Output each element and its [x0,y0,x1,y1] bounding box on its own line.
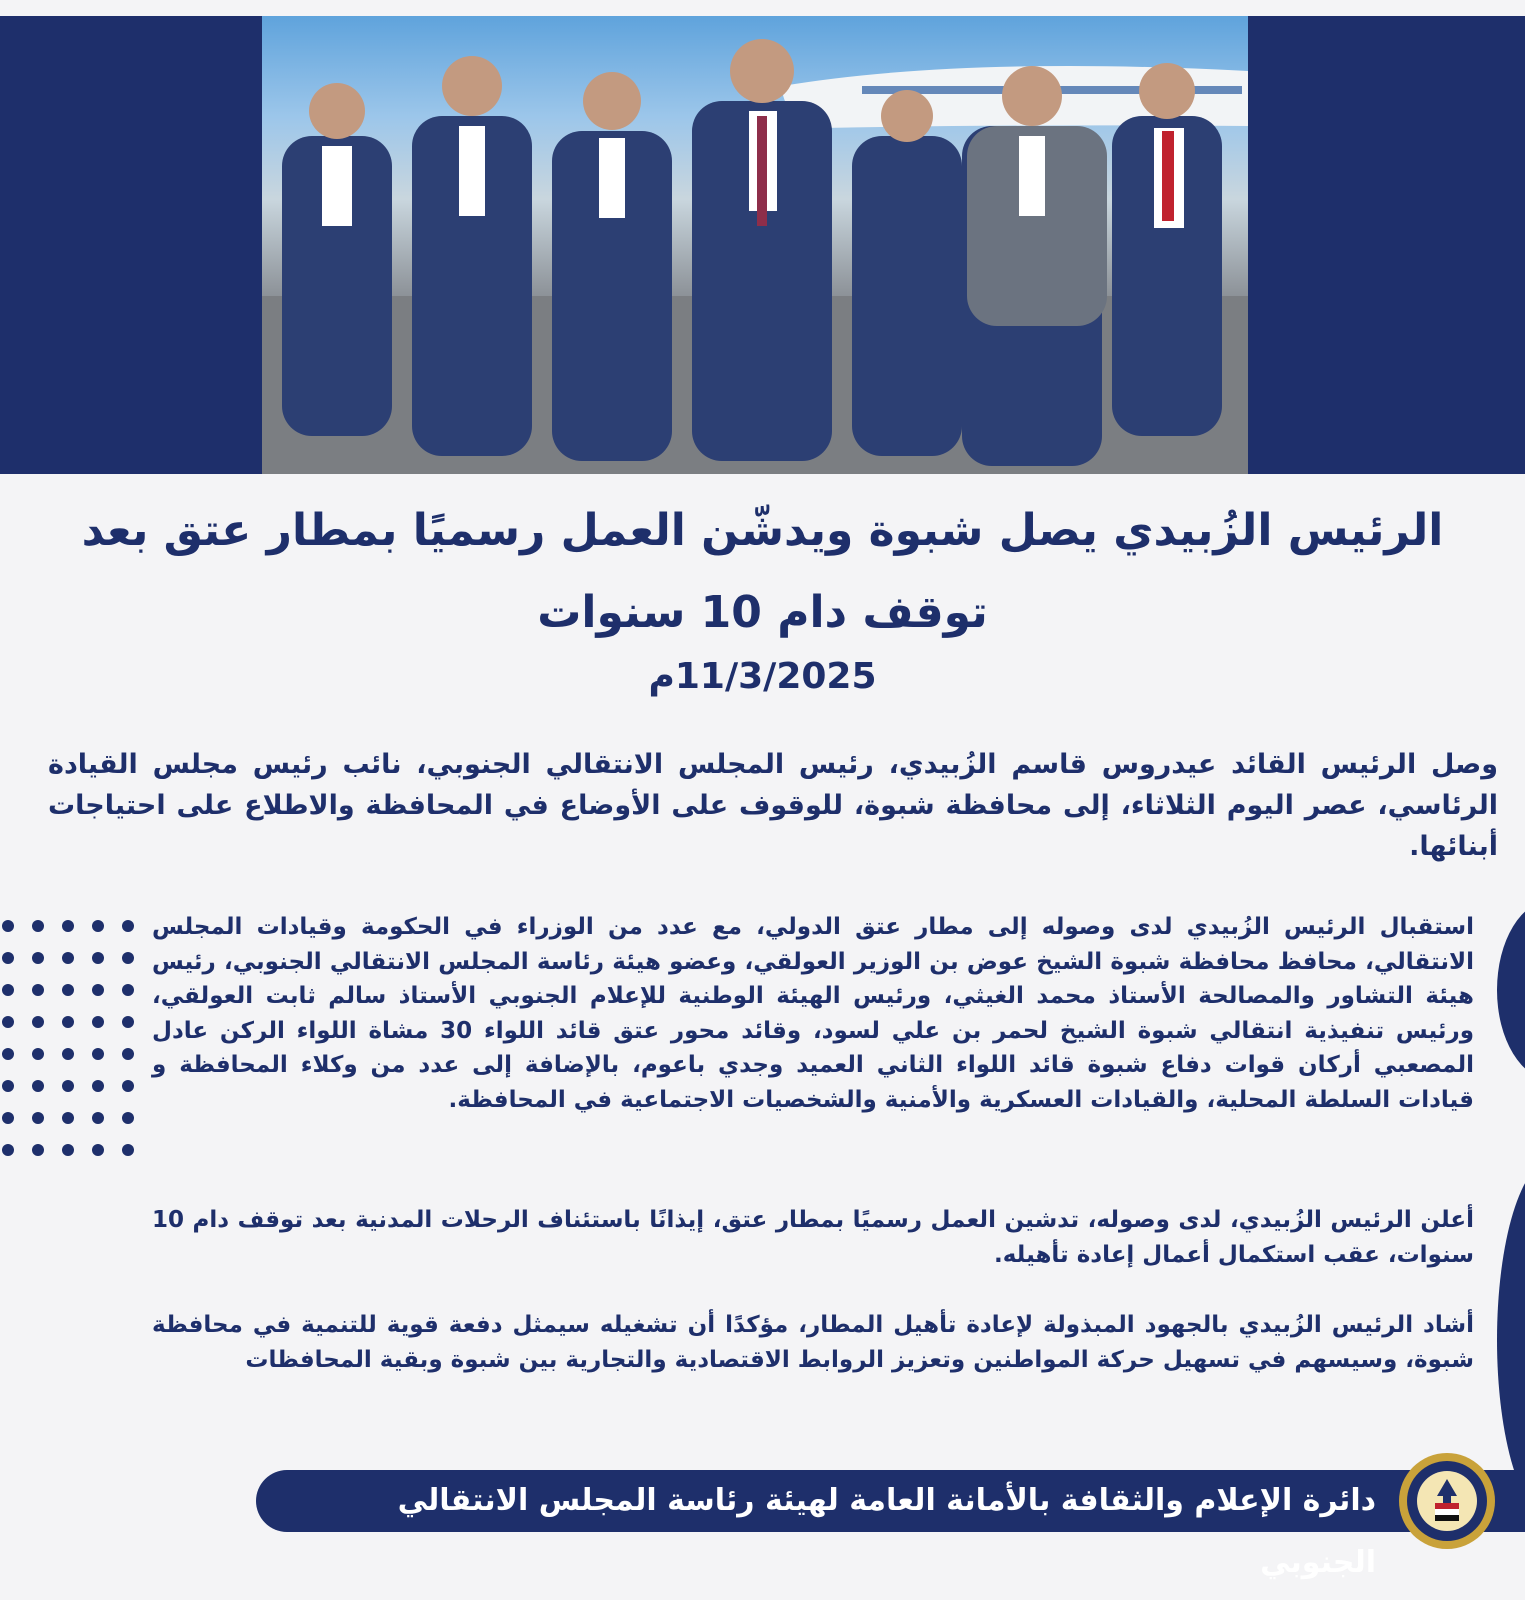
intro-paragraph: وصل الرئيس القائد عيدروس قاسم الزُبيدي، رئيس المجلس الانتقالي الجنوبي، نائب رئيس مجلس القيادة الرئاسي، عصر اليوم الثلاثاء، إلى محافظة شبوة، للوقوف على الأوضاع في المحافظة والاطلاع على احتياجات أبنائها. [48,749,1498,862]
decorative-dot [122,1048,134,1060]
decorative-dot [122,920,134,932]
decorative-dot [62,1112,74,1124]
publish-date: 11/3/2025م [648,656,877,697]
decorative-dot [92,1048,104,1060]
decorative-dot [92,952,104,964]
decorative-dot [2,952,14,964]
delegation-photo-illustration [262,16,1248,474]
decorative-arc-top [1497,900,1525,1080]
decorative-dot [122,1112,134,1124]
decorative-dot [2,1016,14,1028]
headline: الرئيس الزُبيدي يصل شبوة ويدشّن العمل رسميًا بمطار عتق بعد توقف دام 10 سنوات [81,505,1444,638]
decorative-dot [92,984,104,996]
decorative-dot [32,952,44,964]
decorative-dot [32,920,44,932]
decorative-dot [62,920,74,932]
hero-photo [262,16,1248,474]
decorative-dot [2,984,14,996]
praise-paragraph: أشاد الرئيس الزُبيدي بالجهود المبذولة لإعادة تأهيل المطار، مؤكدًا أن تشغيله سيمثل دفعة قوية للتنمية في محافظة شبوة، وسيسهم في تسهيل حركة المواطنين وتعزيز الروابط الاقتصادية والتجارية بين شبوة وبقية المحافظات [152,1312,1474,1373]
decorative-dot [92,1080,104,1092]
decorative-dot [32,1080,44,1092]
decorative-dot-grid [0,918,140,1168]
decorative-dot [122,952,134,964]
decorative-dot [62,1080,74,1092]
decorative-dot [62,1048,74,1060]
decorative-arc-bottom [1497,1160,1525,1520]
decorative-dot [92,920,104,932]
decorative-dot [2,1080,14,1092]
decorative-dot [32,984,44,996]
decorative-dot [2,1112,14,1124]
decorative-dot [32,1112,44,1124]
decorative-dot [122,1016,134,1028]
decorative-dot [122,984,134,996]
decorative-dot [2,1048,14,1060]
decorative-dot [92,1112,104,1124]
decorative-dot [92,1144,104,1156]
decorative-dot [32,1048,44,1060]
decorative-dot [32,1144,44,1156]
decorative-dot [62,952,74,964]
decorative-dot [92,1016,104,1028]
stc-emblem-icon [1397,1451,1497,1551]
footer-text: دائرة الإعلام والثقافة بالأمانة العامة لهيئة رئاسة المجلس الانتقالي الجنوبي [397,1483,1376,1580]
decorative-dot [122,1080,134,1092]
reception-paragraph: استقبال الرئيس الزُبيدي لدى وصوله إلى مطار عتق الدولي، مع عدد من الوزراء في الحكومة وقيادات المجلس الانتقالي، محافظ محافظة شبوة الشيخ عوض بن الوزير العولقي، وعضو هيئة رئاسة المجلس الانتقالي الجنوبي، رئيس هيئة التشاور والمصالحة الأستاذ محمد الغيثي، ورئيس الهيئة الوطنية للإعلام الجنوبي الأستاذ سالم ثابت العولقي، ورئيس تنفيذية انتقالي شبوة الشيخ لحمر بن علي لسود، وقائد محور عتق قائد اللواء 30 مشاة اللواء الركن عادل المصعبي أركان قوات دفاع شبوة قائد اللواء الثاني العميد وجدي باعوم، بالإضافة إلى عدد من وكلاء المحافظة و قيادات السلطة المحلية، والقيادات العسكرية والأمنية والشخصيات الاجتماعية في المحافظة. [152,914,1475,1113]
decorative-dot [2,1144,14,1156]
announcement-paragraph: أعلن الرئيس الزُبيدي، لدى وصوله، تدشين العمل رسميًا بمطار عتق، إيذانًا باستئناف الرحلات المدنية بعد توقف دام 10 سنوات، عقب استكمال أعمال إعادة تأهيله. [152,1207,1474,1268]
decorative-dot [32,1016,44,1028]
decorative-dot [2,920,14,932]
decorative-dot [62,984,74,996]
decorative-dot [62,1016,74,1028]
decorative-dot [122,1144,134,1156]
decorative-dot [62,1144,74,1156]
